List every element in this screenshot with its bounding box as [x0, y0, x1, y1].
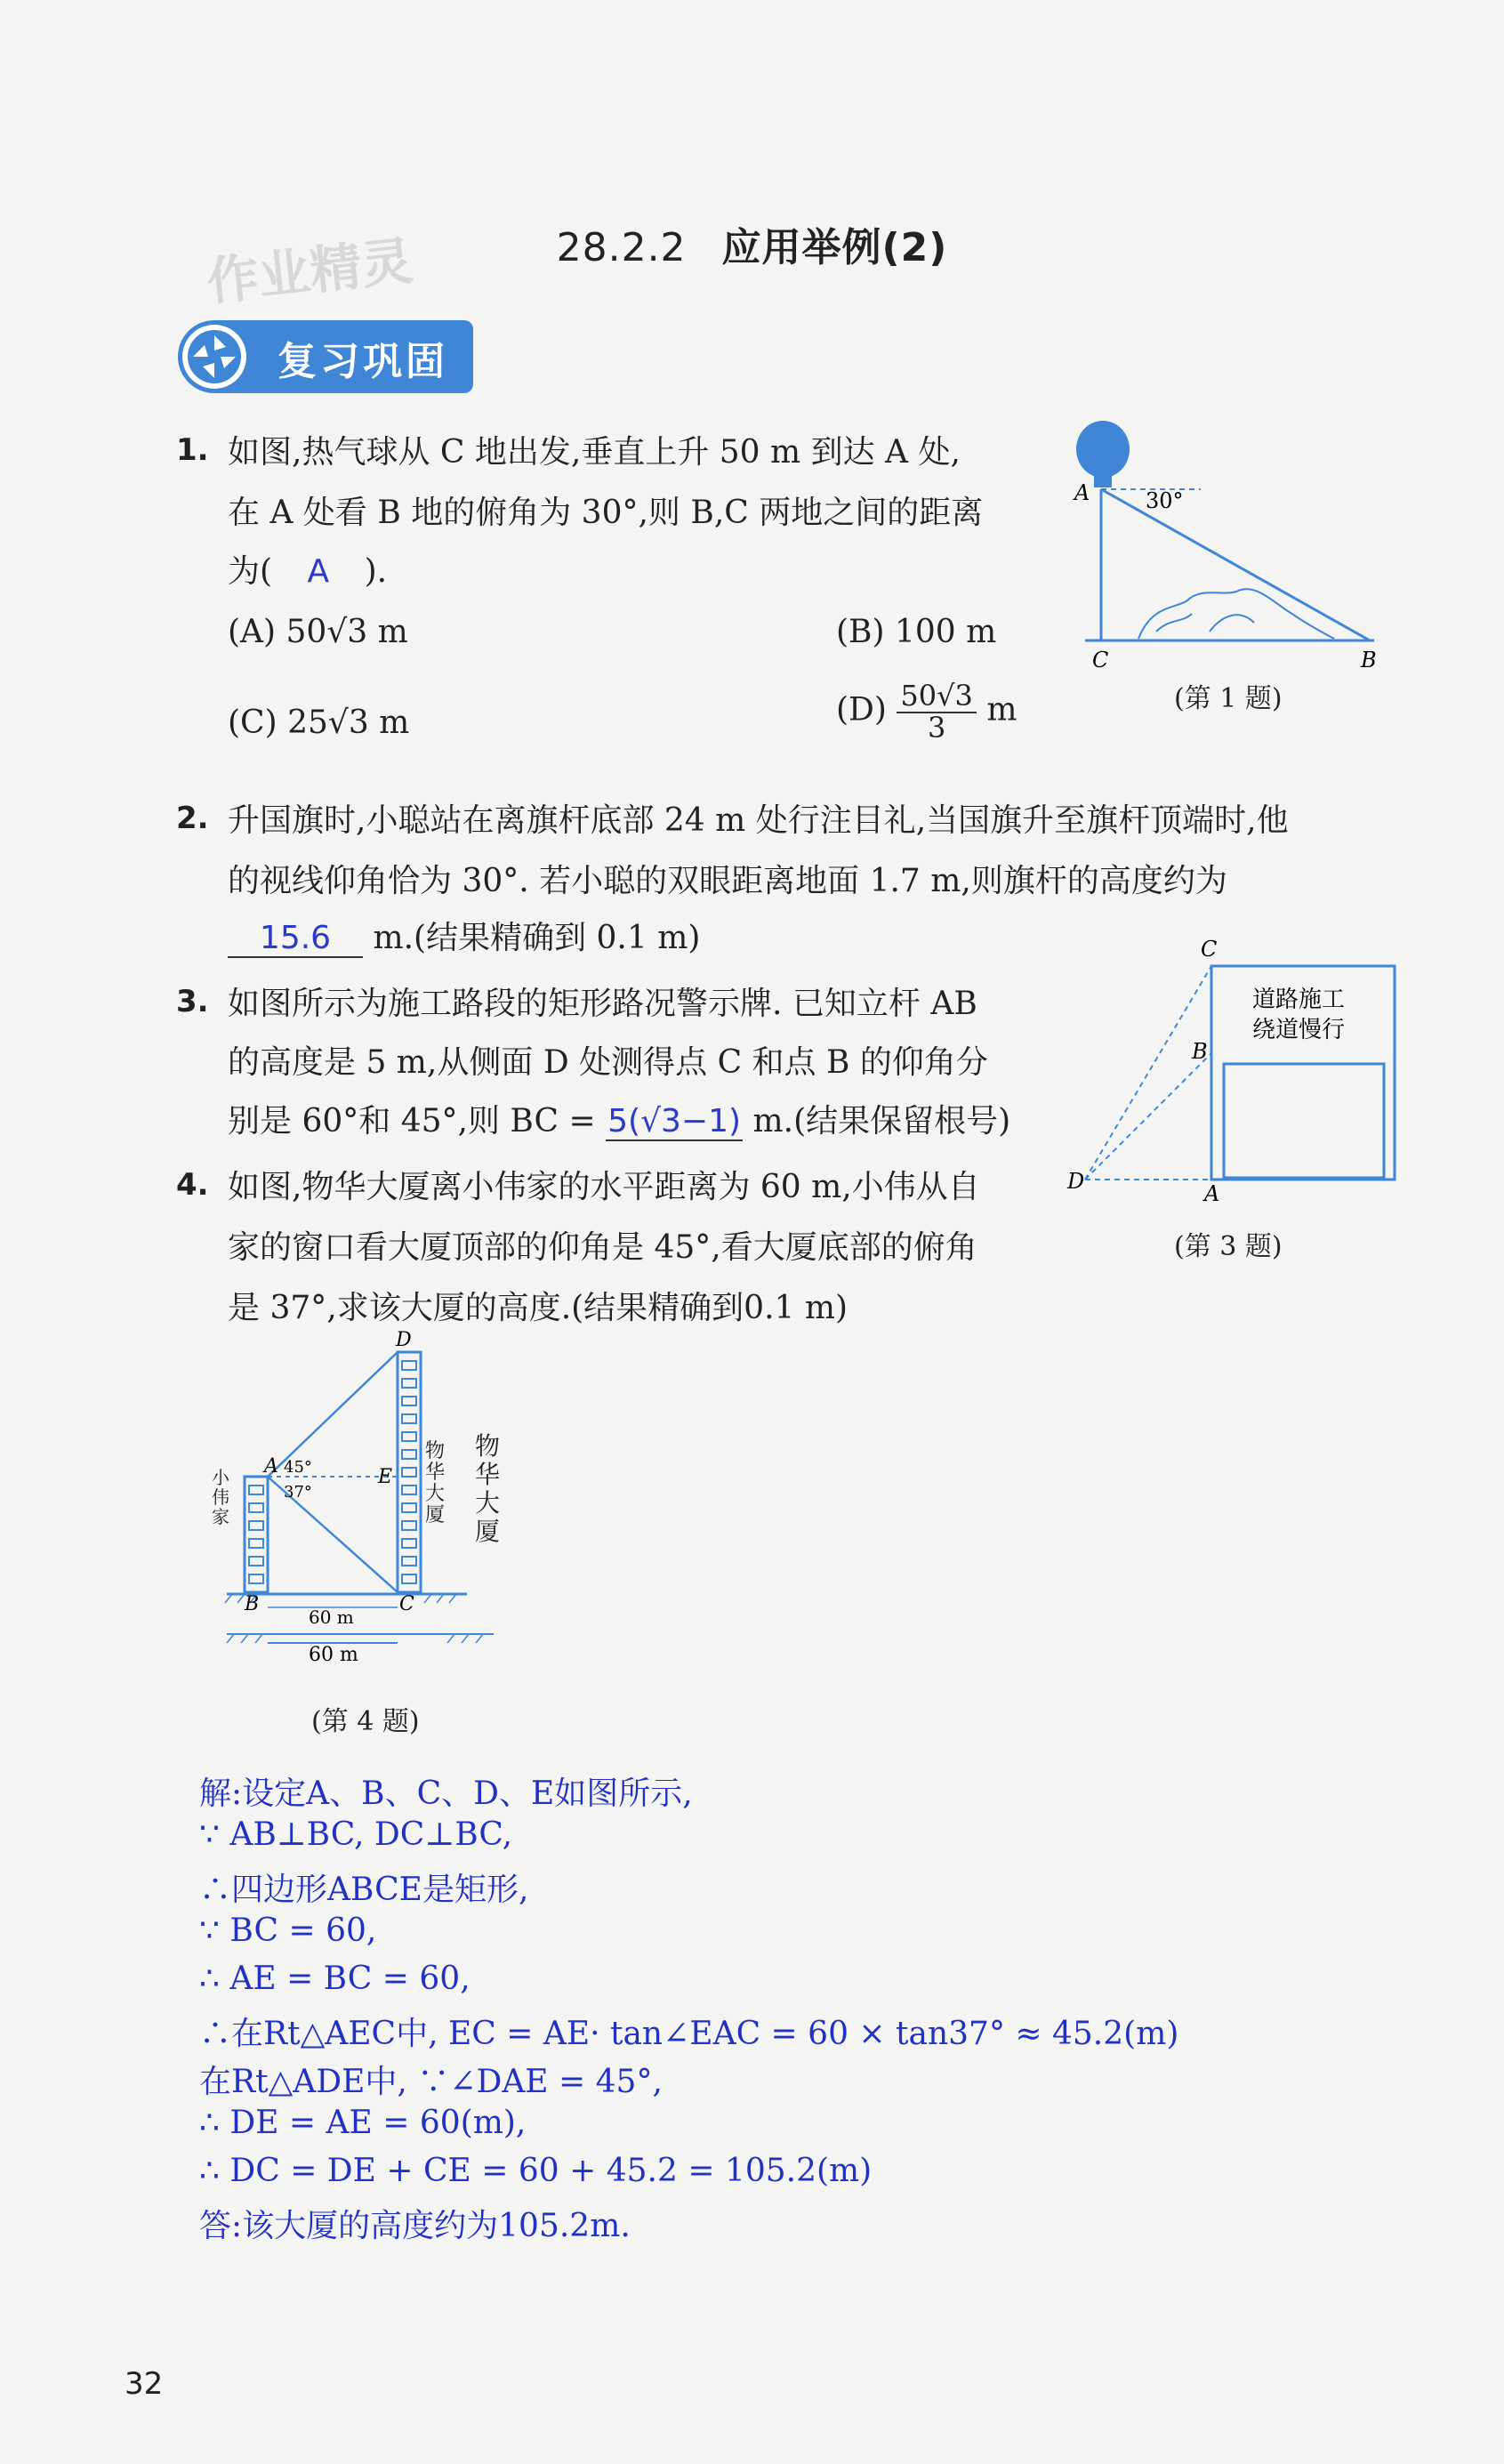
q2-answer: 15.6 [228, 920, 363, 958]
q1-fig-angle: 30° [1146, 488, 1184, 513]
q1-option-d-denominator: 3 [927, 710, 946, 745]
q3-fig-label-a: A [1204, 1181, 1220, 1206]
q3-number: 3. [176, 984, 209, 1019]
section-number: 28.2.2 [556, 225, 687, 270]
q3-fig-label-b: B [1192, 1039, 1208, 1064]
solution-line-5: ∴ AE = BC = 60, [199, 1961, 471, 1997]
q4-line2: 家的窗口看大厦顶部的仰角是 45°,看大厦底部的俯角 [228, 1229, 977, 1266]
q2-line2: 的视线仰角恰为 30°. 若小聪的双眼距离地面 1.7 m,则旗杆的高度约为 [228, 863, 1227, 899]
q3-fig-label-d: D [1067, 1169, 1085, 1194]
q4-fig-dist: 60 m [309, 1606, 354, 1628]
q4-fig-angle37: 37° [284, 1483, 312, 1502]
q3-figure [1067, 934, 1405, 1206]
solution-line-4: ∵ BC = 60, [199, 1912, 377, 1949]
solution-line-1: 解:设定A、B、C、D、E如图所示, [199, 1776, 693, 1812]
q1-line3-end: ). [364, 553, 388, 590]
q1-fig-label-b: B [1361, 648, 1377, 672]
q3-line3 [228, 1096, 1010, 1141]
q4-fig-label-b: B [245, 1593, 260, 1615]
balloon-icon [1076, 421, 1130, 478]
q1-line2: 在 A 处看 B 地的俯角为 30°,则 B,C 两地之间的距离 [228, 495, 984, 531]
solution-line-3: ∴四边形ABCE是矩形, [199, 1872, 529, 1908]
q1-option-d [836, 681, 1017, 743]
q4-line1: 如图,物华大厦离小伟家的水平距离为 60 m,小伟从自 [228, 1169, 980, 1205]
solution-line-8: ∴ DE = AE = 60(m), [199, 2105, 527, 2141]
solution-line-2: ∵ AB⊥BC, DC⊥BC, [199, 1816, 513, 1853]
solution-line-7: 在Rt△ADE中, ∵∠DAE = 45°, [199, 2064, 663, 2100]
q2-number: 2. [176, 801, 209, 836]
q3-fig-label-c: C [1201, 937, 1218, 962]
q2-line3 [228, 913, 700, 958]
q4-fig-handwritten-label: 物华大厦 [475, 1431, 501, 1546]
q3-answer: 5(√3−1) [607, 1103, 742, 1139]
badge-label: 复习巩固 [277, 339, 448, 384]
q1-line3-start: 为( [228, 553, 273, 590]
q4-fig-dist2: 60 m [309, 1644, 358, 1666]
section-title [0, 215, 1504, 272]
q2-line1: 升国旗时,小聪站在离旗杆底部 24 m 处行注目礼,当国旗升至旗杆顶端时,他 [228, 802, 1289, 839]
q4-fig-label-d: D [396, 1329, 412, 1351]
q3-line3-end: m.(结果保留根号) [752, 1103, 1011, 1139]
page-number: 32 [125, 2366, 164, 2402]
q4-fig-label-c: C [399, 1593, 414, 1615]
q1-fig-label-a: A [1074, 480, 1090, 505]
q4-fig-home-label: 小伟家 [212, 1467, 229, 1527]
q2-line3-text: m.(结果精确到 0.1 m) [373, 920, 701, 956]
q1-option-b: (B) 100 m [836, 614, 997, 650]
solution-line-6: ∴在Rt△AEC中, EC = AE· tan∠EAC = 60 × tan37° ≈ 45.2(m) [199, 2016, 1179, 2052]
q1-figure [1067, 418, 1387, 676]
watermark: 作业精灵 [204, 230, 416, 312]
q4-fig-label-a: A [264, 1455, 278, 1478]
q1-line1: 如图,热气球从 C 地出发,垂直上升 50 m 到达 A 处, [228, 434, 961, 471]
q4-caption: (第 4 题) [311, 1706, 420, 1737]
q3-sign-line1: 道路施工 [1252, 986, 1346, 1013]
q4-line3: 是 37°,求该大厦的高度.(结果精确到0.1 m) [228, 1290, 849, 1326]
q1-option-d-fraction [897, 681, 976, 743]
q4-fig-angle45: 45° [284, 1458, 312, 1477]
q3-line3-start: 别是 60°和 45°,则 BC = [228, 1103, 596, 1139]
q4-fig-label-e: E [378, 1466, 393, 1488]
solution-line-9: ∴ DC = DE + CE = 60 + 45.2 = 105.2(m) [199, 2153, 873, 2189]
q1-option-d-unit: m [986, 691, 1017, 729]
q1-option-a: (A) 50√3 m [228, 614, 408, 650]
solution-line-10: 答:该大厦的高度约为105.2m. [199, 2208, 631, 2244]
aperture-icon [180, 322, 249, 391]
q3-line1: 如图所示为施工路段的矩形路况警示牌. 已知立杆 AB [228, 986, 977, 1022]
section-name: 应用举例(2) [721, 225, 948, 270]
q1-option-d-numerator: 50√3 [897, 681, 976, 713]
q1-line3 [228, 546, 387, 592]
q1-caption: (第 1 题) [1174, 683, 1283, 714]
q1-number: 1. [176, 432, 209, 468]
q1-option-c: (C) 25√3 m [228, 705, 410, 741]
q3-sign-line2: 绕道慢行 [1252, 1017, 1346, 1043]
q4-number: 4. [176, 1167, 209, 1203]
q1-option-d-label: (D) [836, 691, 887, 729]
q3-caption: (第 3 题) [1174, 1231, 1283, 1262]
q1-answer: A [307, 553, 330, 590]
q1-fig-label-c: C [1092, 648, 1109, 672]
q4-fig-building-label: 物华大厦 [425, 1440, 446, 1526]
q3-line2: 的高度是 5 m,从侧面 D 处测得点 C 和点 B 的仰角分 [228, 1044, 988, 1081]
